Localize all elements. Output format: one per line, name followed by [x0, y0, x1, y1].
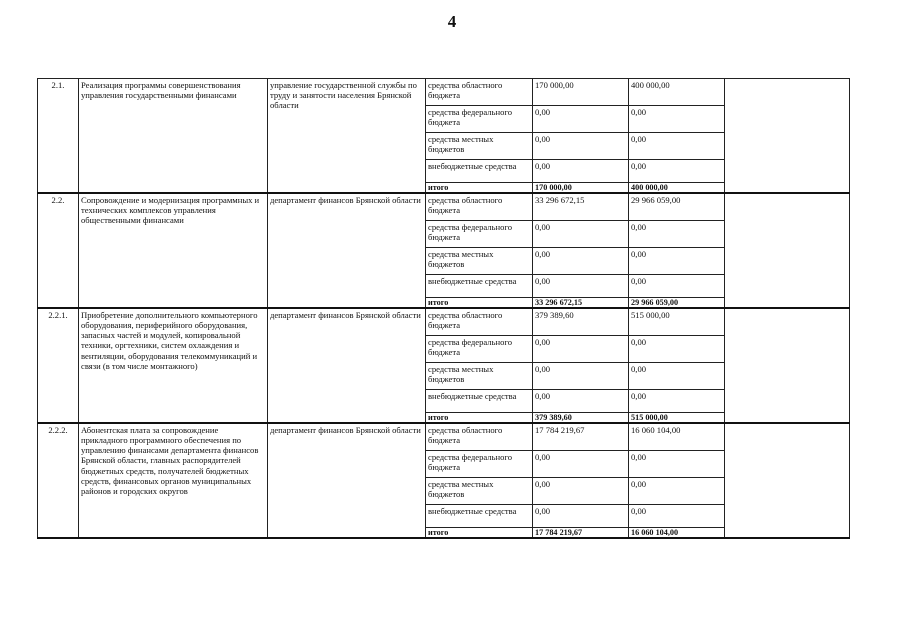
funding-value-1: 17 784 219,67	[533, 423, 629, 451]
funding-value-1: 0,00	[533, 106, 629, 133]
total-value-1: 170 000,00	[533, 183, 629, 194]
funding-value-1: 379 389,60	[533, 308, 629, 336]
total-value-2: 515 000,00	[629, 413, 725, 424]
funding-source-label: средства местных бюджетов	[426, 133, 533, 160]
funding-source-label: средства областного бюджета	[426, 79, 533, 106]
table-row	[38, 193, 850, 221]
funding-source-label: средства областного бюджета	[426, 423, 533, 451]
table-row	[38, 79, 850, 106]
table-body	[38, 79, 850, 539]
funding-source-label: средства федерального бюджета	[426, 336, 533, 363]
executor-name: управление государственной службы по труду и занятости населения Брянской области	[268, 79, 426, 194]
total-value-1: 33 296 672,15	[533, 298, 629, 309]
funding-source-label: внебюджетные средства	[426, 390, 533, 413]
funding-value-2: 0,00	[629, 160, 725, 183]
funding-value-1: 0,00	[533, 363, 629, 390]
funding-value-2: 0,00	[629, 363, 725, 390]
total-value-2: 29 966 059,00	[629, 298, 725, 309]
row-number: 2.2.	[38, 193, 79, 308]
activity-name: Приобретение дополнительного компьютерного оборудования, периферийного оборудования, запасных частей и модулей, копировальной техники, оргтехники, систем охлаждения и вентиляции, оборудования телекоммуникаций и связи (в том числе монтажного)	[79, 308, 268, 423]
row-number: 2.2.1.	[38, 308, 79, 423]
page-number: 4	[447, 12, 458, 31]
funding-source-label: средства федерального бюджета	[426, 106, 533, 133]
funding-source-label: средства местных бюджетов	[426, 478, 533, 505]
funding-value-2: 400 000,00	[629, 79, 725, 106]
funding-value-2: 0,00	[629, 336, 725, 363]
funding-source-label: средства местных бюджетов	[426, 363, 533, 390]
funding-value-2: 0,00	[629, 248, 725, 275]
total-label: итого	[426, 413, 533, 424]
funding-source-label: средства областного бюджета	[426, 308, 533, 336]
funding-value-1: 0,00	[533, 336, 629, 363]
funding-value-2: 29 966 059,00	[629, 193, 725, 221]
total-value-2: 16 060 104,00	[629, 528, 725, 539]
activity-name: Абонентская плата за сопровождение прикладного программного обеспечения по управлению финансами департамента финансов Брянской области, главных распорядителей бюджетных средств, получателей бюджетных средств, финансовых органов муниципальных районов и городских округов	[79, 423, 268, 538]
funding-value-2: 0,00	[629, 478, 725, 505]
funding-source-label: средства федерального бюджета	[426, 451, 533, 478]
funding-value-1: 0,00	[533, 221, 629, 248]
funding-value-2: 0,00	[629, 106, 725, 133]
total-label: итого	[426, 528, 533, 539]
empty-cell	[725, 423, 850, 538]
empty-cell	[725, 193, 850, 308]
total-value-1: 17 784 219,67	[533, 528, 629, 539]
funding-source-label: внебюджетные средства	[426, 160, 533, 183]
empty-cell	[725, 79, 850, 194]
total-value-1: 379 389,60	[533, 413, 629, 424]
funding-value-2: 16 060 104,00	[629, 423, 725, 451]
funding-value-1: 0,00	[533, 160, 629, 183]
funding-value-1: 33 296 672,15	[533, 193, 629, 221]
activity-name: Сопровождение и модернизация программных и технических комплексов управления общественными финансами	[79, 193, 268, 308]
total-label: итого	[426, 298, 533, 309]
funding-value-1: 0,00	[533, 478, 629, 505]
table-row	[38, 308, 850, 336]
funding-value-1: 0,00	[533, 133, 629, 160]
funding-value-2: 0,00	[629, 221, 725, 248]
funding-source-label: средства федерального бюджета	[426, 221, 533, 248]
funding-source-label: внебюджетные средства	[426, 275, 533, 298]
executor-name: департамент финансов Брянской области	[268, 423, 426, 538]
funding-value-1: 0,00	[533, 505, 629, 528]
funding-value-1: 0,00	[533, 275, 629, 298]
funding-source-label: средства областного бюджета	[426, 193, 533, 221]
funding-value-2: 515 000,00	[629, 308, 725, 336]
executor-name: департамент финансов Брянской области	[268, 193, 426, 308]
total-value-2: 400 000,00	[629, 183, 725, 194]
table-row	[38, 423, 850, 451]
activity-name: Реализация программы совершенствования управления государственными финансами	[79, 79, 268, 194]
funding-source-label: внебюджетные средства	[426, 505, 533, 528]
funding-value-2: 0,00	[629, 133, 725, 160]
funding-value-2: 0,00	[629, 505, 725, 528]
funding-source-label: средства местных бюджетов	[426, 248, 533, 275]
empty-cell	[725, 308, 850, 423]
funding-value-1: 0,00	[533, 248, 629, 275]
funding-value-1: 0,00	[533, 390, 629, 413]
budget-table	[37, 78, 850, 539]
row-number: 2.1.	[38, 79, 79, 194]
funding-value-2: 0,00	[629, 390, 725, 413]
executor-name: департамент финансов Брянской области	[268, 308, 426, 423]
row-number: 2.2.2.	[38, 423, 79, 538]
funding-value-2: 0,00	[629, 451, 725, 478]
funding-value-1: 0,00	[533, 451, 629, 478]
funding-value-2: 0,00	[629, 275, 725, 298]
funding-value-1: 170 000,00	[533, 79, 629, 106]
total-label: итого	[426, 183, 533, 194]
